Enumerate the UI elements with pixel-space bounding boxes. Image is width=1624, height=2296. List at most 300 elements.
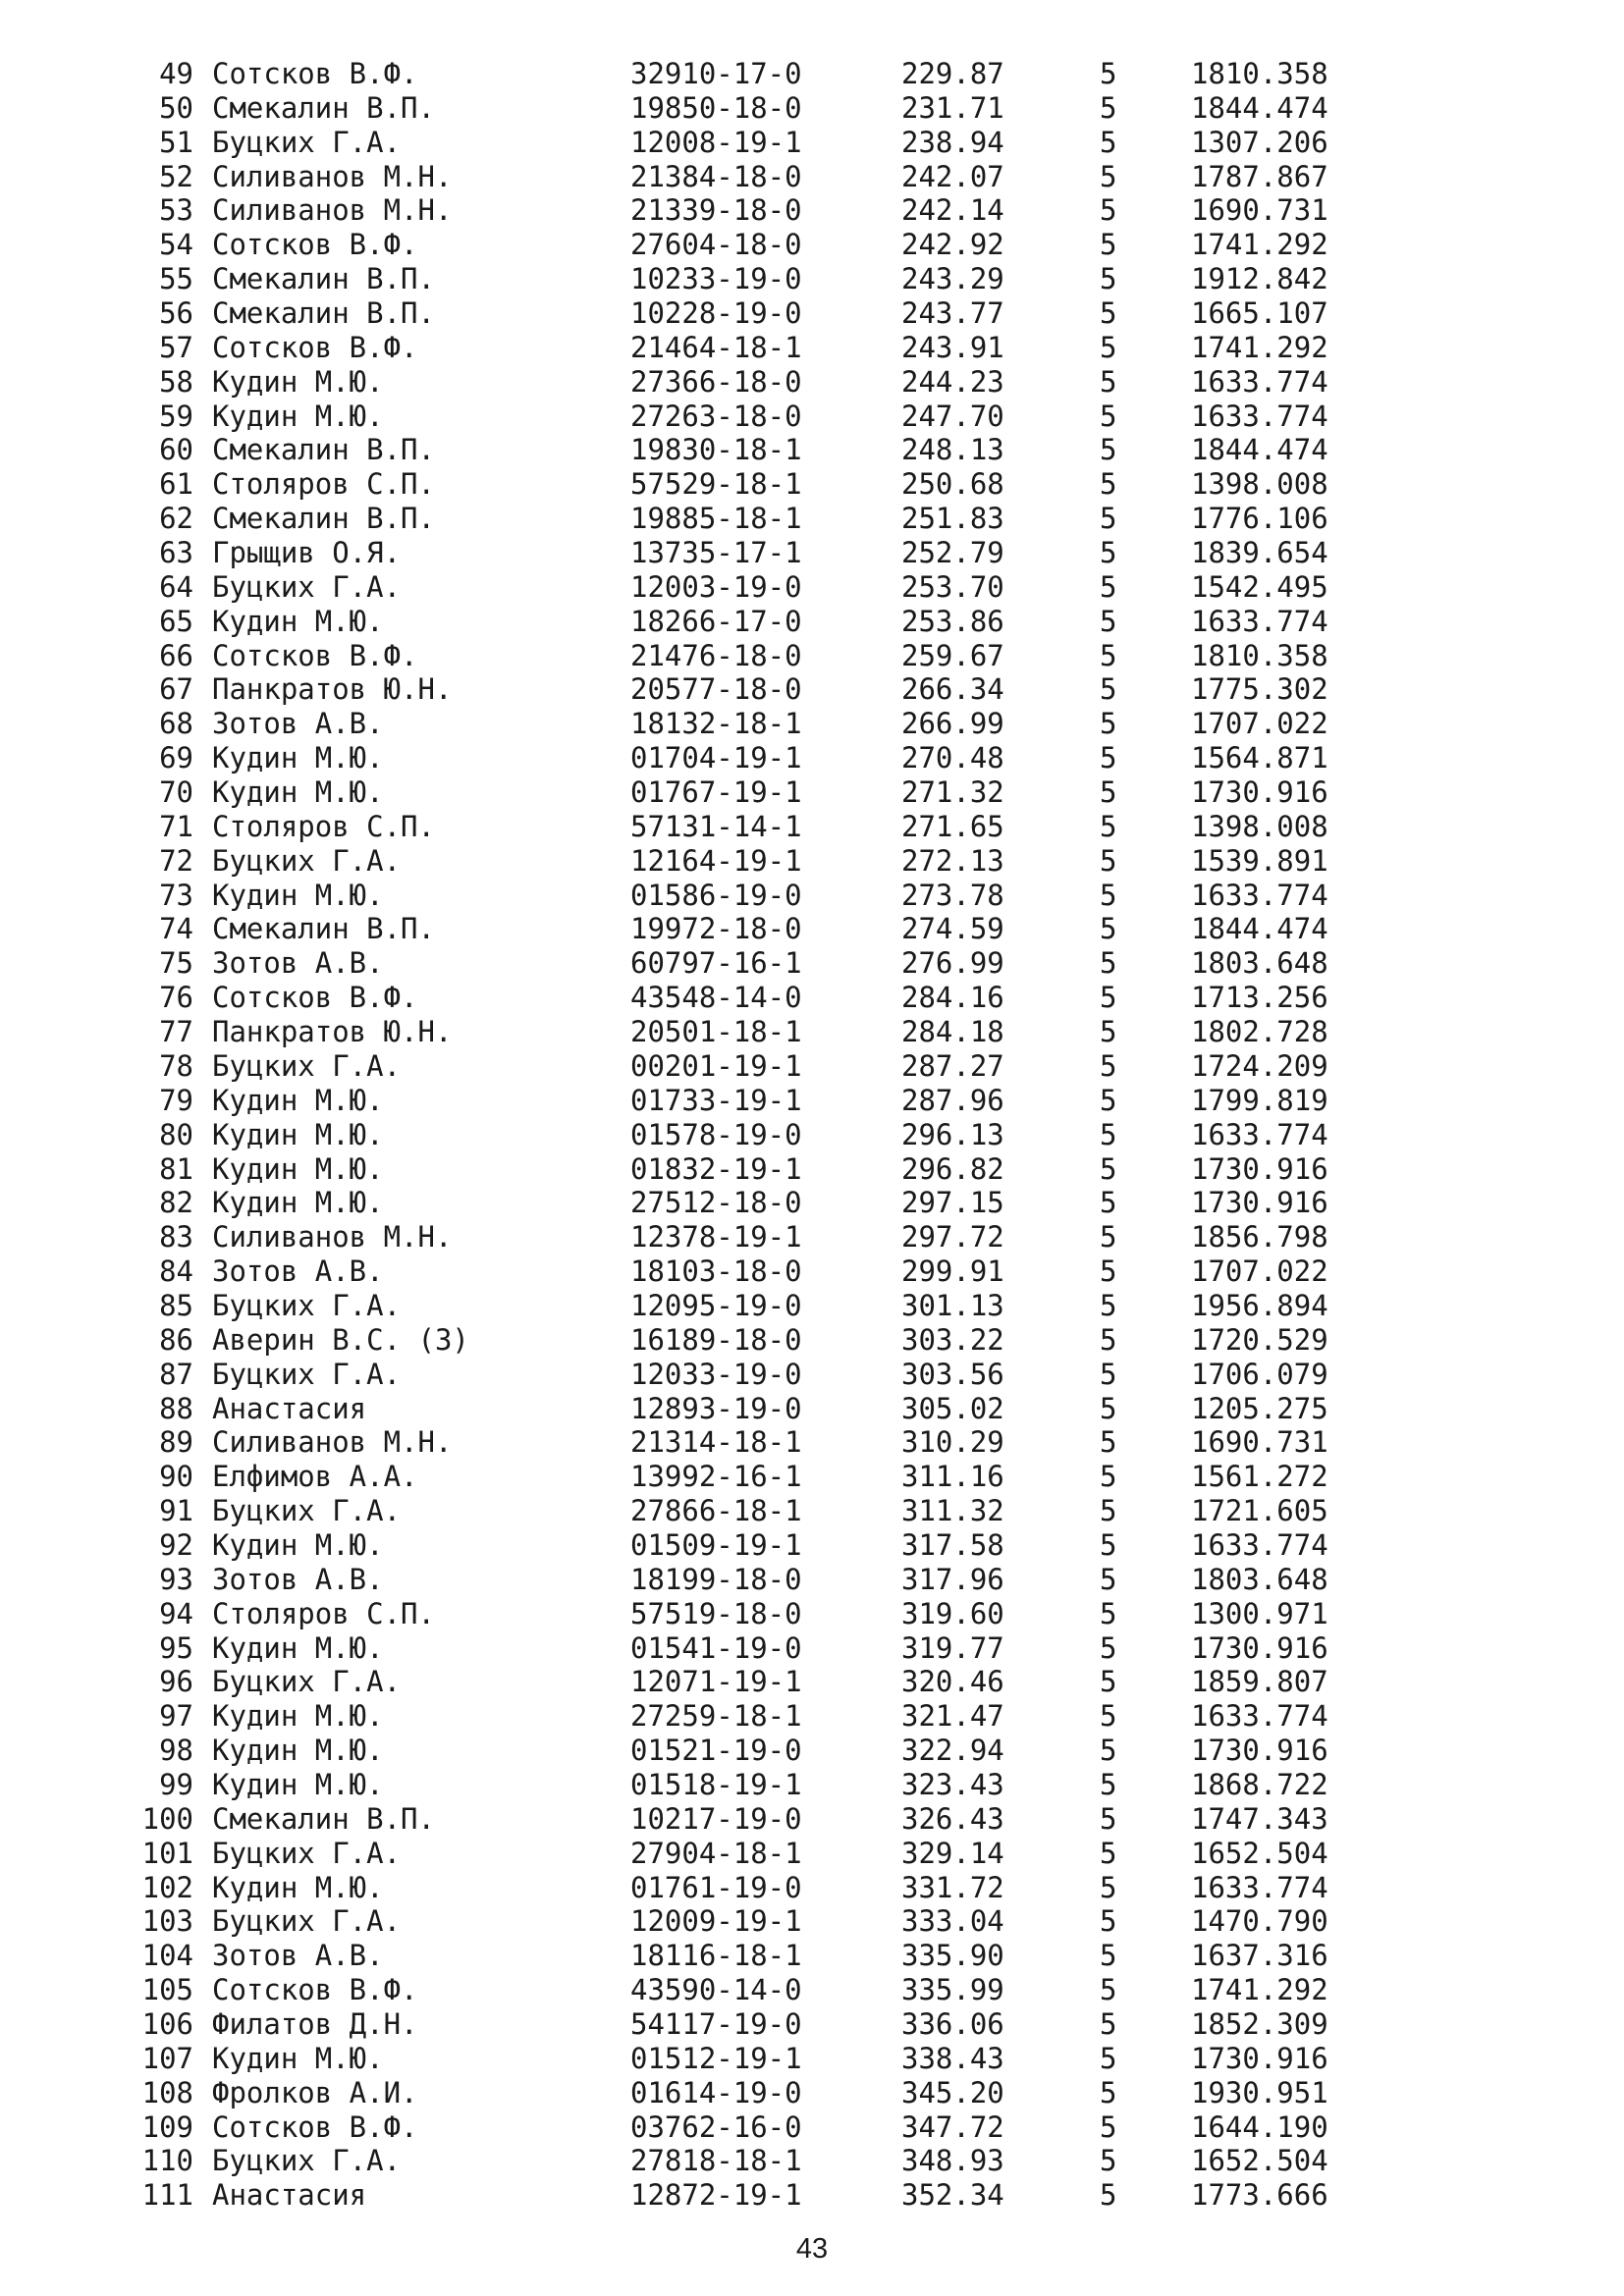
row-number: 76 xyxy=(159,981,193,1015)
row-number: 110 xyxy=(141,2144,193,2178)
row-code: 12003-19-0 xyxy=(630,569,802,604)
row-grade: 5 xyxy=(1100,296,1117,331)
row-code: 21314-18-1 xyxy=(630,1425,802,1460)
row-code: 19830-18-1 xyxy=(630,433,802,467)
row-score: 1690.731 xyxy=(1191,193,1328,228)
row-name: Кудин М.Ю. xyxy=(212,604,384,638)
row-name: Буцких Г.А. xyxy=(212,1494,402,1528)
row-value: 244.23 xyxy=(901,364,1004,399)
row-value: 259.67 xyxy=(901,638,1004,672)
row-grade: 5 xyxy=(1100,1973,1117,2007)
row-grade: 5 xyxy=(1100,2144,1117,2178)
row-score: 1775.302 xyxy=(1191,672,1328,707)
table-row xyxy=(0,946,1624,981)
row-number: 73 xyxy=(159,878,193,912)
row-grade: 5 xyxy=(1100,604,1117,638)
table-row xyxy=(0,810,1624,844)
row-name: Силиванов М.Н. xyxy=(212,159,453,193)
row-name: Кудин М.Ю. xyxy=(212,364,384,399)
row-number: 90 xyxy=(159,1460,193,1494)
row-number: 72 xyxy=(159,843,193,878)
row-score: 1868.722 xyxy=(1191,1767,1328,1801)
row-value: 229.87 xyxy=(901,57,1004,90)
row-value: 326.43 xyxy=(901,1801,1004,1836)
row-number: 82 xyxy=(159,1186,193,1220)
row-score: 1730.916 xyxy=(1191,2041,1328,2075)
table-row xyxy=(0,1699,1624,1734)
row-number: 81 xyxy=(159,1151,193,1186)
row-value: 287.27 xyxy=(901,1048,1004,1083)
row-number: 59 xyxy=(159,399,193,433)
row-value: 347.72 xyxy=(901,2109,1004,2144)
row-name: Сотсков В.Ф. xyxy=(212,638,418,672)
row-number: 69 xyxy=(159,741,193,775)
row-code: 12009-19-1 xyxy=(630,1904,802,1939)
table-row xyxy=(0,981,1624,1015)
row-code: 21464-18-1 xyxy=(630,330,802,364)
row-value: 310.29 xyxy=(901,1425,1004,1460)
table-row xyxy=(0,126,1624,160)
row-grade: 5 xyxy=(1100,1151,1117,1186)
row-value: 320.46 xyxy=(901,1665,1004,1699)
row-name: Филатов Д.Н. xyxy=(212,2006,418,2041)
row-number: 93 xyxy=(159,1562,193,1596)
row-number: 100 xyxy=(141,1801,193,1836)
row-score: 1633.774 xyxy=(1191,1117,1328,1151)
row-code: 21384-18-0 xyxy=(630,159,802,193)
row-score: 1844.474 xyxy=(1191,433,1328,467)
row-grade: 5 xyxy=(1100,364,1117,399)
row-grade: 5 xyxy=(1100,1391,1117,1425)
row-score: 1773.666 xyxy=(1191,2178,1328,2213)
row-grade: 5 xyxy=(1100,741,1117,775)
row-name: Кудин М.Ю. xyxy=(212,878,384,912)
table-row xyxy=(0,1289,1624,1323)
row-number: 78 xyxy=(159,1048,193,1083)
row-grade: 5 xyxy=(1100,1255,1117,1289)
row-value: 270.48 xyxy=(901,741,1004,775)
row-score: 1633.774 xyxy=(1191,1699,1328,1734)
table-row xyxy=(0,672,1624,707)
row-name: Грыщив О.Я. xyxy=(212,536,402,570)
row-name: Кудин М.Ю. xyxy=(212,1630,384,1665)
row-score: 1912.842 xyxy=(1191,262,1328,296)
row-value: 335.99 xyxy=(901,1973,1004,2007)
row-number: 88 xyxy=(159,1391,193,1425)
table-row xyxy=(0,1973,1624,2007)
table-row xyxy=(0,570,1624,605)
table-row xyxy=(0,2110,1624,2145)
row-value: 247.70 xyxy=(901,399,1004,433)
table-row xyxy=(0,2178,1624,2213)
row-number: 50 xyxy=(159,90,193,125)
row-name: Буцких Г.А. xyxy=(212,1665,402,1699)
row-value: 242.14 xyxy=(901,193,1004,228)
row-value: 321.47 xyxy=(901,1699,1004,1734)
table-row xyxy=(0,1871,1624,1905)
row-number: 80 xyxy=(159,1117,193,1151)
row-value: 284.18 xyxy=(901,1015,1004,1049)
row-code: 01578-19-0 xyxy=(630,1117,802,1151)
row-code: 12095-19-0 xyxy=(630,1288,802,1322)
row-value: 317.58 xyxy=(901,1527,1004,1562)
row-value: 266.34 xyxy=(901,672,1004,707)
table-row xyxy=(0,467,1624,502)
row-number: 104 xyxy=(141,1939,193,1973)
row-value: 242.92 xyxy=(901,228,1004,262)
row-name: Анастасия xyxy=(212,2178,367,2213)
row-value: 319.77 xyxy=(901,1630,1004,1665)
row-code: 01586-19-0 xyxy=(630,878,802,912)
row-score: 1799.819 xyxy=(1191,1083,1328,1117)
row-number: 109 xyxy=(141,2109,193,2144)
row-number: 103 xyxy=(141,1904,193,1939)
row-score: 1844.474 xyxy=(1191,912,1328,946)
row-code: 01767-19-1 xyxy=(630,775,802,810)
table-row xyxy=(0,262,1624,296)
table-row xyxy=(0,639,1624,673)
row-number: 85 xyxy=(159,1288,193,1322)
row-grade: 5 xyxy=(1100,399,1117,433)
row-score: 1839.654 xyxy=(1191,536,1328,570)
table-row xyxy=(0,879,1624,913)
row-name: Буцких Г.А. xyxy=(212,1357,402,1391)
row-name: Фролков А.И. xyxy=(212,2075,418,2109)
row-number: 74 xyxy=(159,912,193,946)
row-code: 27263-18-0 xyxy=(630,399,802,433)
row-number: 94 xyxy=(159,1596,193,1630)
row-code: 19885-18-1 xyxy=(630,502,802,536)
row-score: 1542.495 xyxy=(1191,569,1328,604)
row-name: Кудин М.Ю. xyxy=(212,1083,384,1117)
row-grade: 5 xyxy=(1100,90,1117,125)
table-row xyxy=(0,1186,1624,1220)
row-grade: 5 xyxy=(1100,981,1117,1015)
row-name: Буцких Г.А. xyxy=(212,125,402,159)
row-name: Зотов А.В. xyxy=(212,1939,384,1973)
row-value: 336.06 xyxy=(901,2006,1004,2041)
row-grade: 5 xyxy=(1100,1357,1117,1391)
row-name: Елфимов А.А. xyxy=(212,1460,418,1494)
row-code: 18132-18-1 xyxy=(630,707,802,741)
row-code: 00201-19-1 xyxy=(630,1048,802,1083)
row-value: 303.22 xyxy=(901,1322,1004,1357)
row-code: 27366-18-0 xyxy=(630,364,802,399)
row-value: 253.86 xyxy=(901,604,1004,638)
row-number: 57 xyxy=(159,330,193,364)
table-row xyxy=(0,1904,1624,1939)
row-number: 62 xyxy=(159,502,193,536)
table-row xyxy=(0,1939,1624,1973)
row-score: 1713.256 xyxy=(1191,981,1328,1015)
row-name: Силиванов М.Н. xyxy=(212,193,453,228)
row-score: 1690.731 xyxy=(1191,1425,1328,1460)
row-value: 345.20 xyxy=(901,2075,1004,2109)
row-score: 1730.916 xyxy=(1191,1186,1328,1220)
results-table xyxy=(0,57,1624,2213)
row-name: Буцких Г.А. xyxy=(212,1836,402,1870)
row-value: 251.83 xyxy=(901,502,1004,536)
row-number: 77 xyxy=(159,1015,193,1049)
row-score: 1721.605 xyxy=(1191,1494,1328,1528)
table-row xyxy=(0,912,1624,946)
row-value: 305.02 xyxy=(901,1391,1004,1425)
row-score: 1665.107 xyxy=(1191,296,1328,331)
row-number: 91 xyxy=(159,1494,193,1528)
row-name: Кудин М.Ю. xyxy=(212,1151,384,1186)
row-number: 108 xyxy=(141,2075,193,2109)
row-value: 253.70 xyxy=(901,569,1004,604)
row-grade: 5 xyxy=(1100,638,1117,672)
row-value: 348.93 xyxy=(901,2144,1004,2178)
row-number: 79 xyxy=(159,1083,193,1117)
table-row xyxy=(0,1768,1624,1802)
table-row xyxy=(0,1084,1624,1118)
row-code: 01509-19-1 xyxy=(630,1527,802,1562)
row-value: 323.43 xyxy=(901,1767,1004,1801)
row-number: 51 xyxy=(159,125,193,159)
row-value: 335.90 xyxy=(901,1939,1004,1973)
table-row xyxy=(0,1425,1624,1460)
row-code: 01761-19-0 xyxy=(630,1870,802,1904)
row-name: Смекалин В.П. xyxy=(212,912,435,946)
row-number: 84 xyxy=(159,1255,193,1289)
row-grade: 5 xyxy=(1100,536,1117,570)
table-row xyxy=(0,2144,1624,2178)
row-score: 1707.022 xyxy=(1191,1255,1328,1289)
row-score: 1741.292 xyxy=(1191,1973,1328,2007)
row-name: Смекалин В.П. xyxy=(212,90,435,125)
row-score: 1707.022 xyxy=(1191,707,1328,741)
row-value: 250.68 xyxy=(901,467,1004,502)
table-row xyxy=(0,331,1624,365)
table-row xyxy=(0,1358,1624,1392)
row-name: Столяров С.П. xyxy=(212,467,435,502)
row-number: 67 xyxy=(159,672,193,707)
row-score: 1300.971 xyxy=(1191,1596,1328,1630)
table-row xyxy=(0,1049,1624,1084)
row-name: Аверин В.С. (З) xyxy=(212,1322,469,1357)
row-value: 296.82 xyxy=(901,1151,1004,1186)
table-row xyxy=(0,1118,1624,1152)
row-grade: 5 xyxy=(1100,1015,1117,1049)
row-value: 272.13 xyxy=(901,843,1004,878)
row-name: Смекалин В.П. xyxy=(212,262,435,296)
row-value: 299.91 xyxy=(901,1255,1004,1289)
row-grade: 5 xyxy=(1100,1117,1117,1151)
row-number: 107 xyxy=(141,2041,193,2075)
row-name: Панкратов Ю.Н. xyxy=(212,1015,453,1049)
row-grade: 5 xyxy=(1100,878,1117,912)
row-grade: 5 xyxy=(1100,1494,1117,1528)
table-row xyxy=(0,160,1624,194)
row-grade: 5 xyxy=(1100,1904,1117,1939)
row-name: Зотов А.В. xyxy=(212,1562,384,1596)
row-grade: 5 xyxy=(1100,125,1117,159)
row-score: 1470.790 xyxy=(1191,1904,1328,1939)
row-code: 19850-18-0 xyxy=(630,90,802,125)
row-name: Смекалин В.П. xyxy=(212,1801,435,1836)
table-row xyxy=(0,193,1624,228)
row-grade: 5 xyxy=(1100,2041,1117,2075)
row-grade: 5 xyxy=(1100,1322,1117,1357)
row-name: Кудин М.Ю. xyxy=(212,1870,384,1904)
row-name: Зотов А.В. xyxy=(212,707,384,741)
row-grade: 5 xyxy=(1100,707,1117,741)
row-code: 01518-19-1 xyxy=(630,1767,802,1801)
row-score: 1730.916 xyxy=(1191,775,1328,810)
table-row xyxy=(0,400,1624,434)
row-code: 01541-19-0 xyxy=(630,1630,802,1665)
table-row xyxy=(0,1837,1624,1871)
row-score: 1741.292 xyxy=(1191,330,1328,364)
table-row xyxy=(0,1528,1624,1563)
row-code: 12378-19-1 xyxy=(630,1220,802,1255)
row-name: Сотсков В.Ф. xyxy=(212,57,418,90)
row-grade: 5 xyxy=(1100,1699,1117,1734)
row-score: 1803.648 xyxy=(1191,946,1328,981)
row-code: 57519-18-0 xyxy=(630,1596,802,1630)
row-code: 12893-19-0 xyxy=(630,1391,802,1425)
row-score: 1730.916 xyxy=(1191,1734,1328,1768)
row-number: 97 xyxy=(159,1699,193,1734)
row-number: 95 xyxy=(159,1630,193,1665)
row-grade: 5 xyxy=(1100,1836,1117,1870)
row-score: 1802.728 xyxy=(1191,1015,1328,1049)
row-value: 296.13 xyxy=(901,1117,1004,1151)
row-score: 1859.807 xyxy=(1191,1665,1328,1699)
row-name: Сотсков В.Ф. xyxy=(212,2109,418,2144)
table-row xyxy=(0,1665,1624,1699)
row-score: 1810.358 xyxy=(1191,638,1328,672)
row-name: Кудин М.Ю. xyxy=(212,1117,384,1151)
row-number: 52 xyxy=(159,159,193,193)
row-grade: 5 xyxy=(1100,1083,1117,1117)
row-name: Кудин М.Ю. xyxy=(212,399,384,433)
table-row xyxy=(0,741,1624,775)
row-name: Анастасия xyxy=(212,1391,367,1425)
row-name: Смекалин В.П. xyxy=(212,433,435,467)
row-grade: 5 xyxy=(1100,569,1117,604)
row-name: Кудин М.Ю. xyxy=(212,1699,384,1734)
row-code: 27604-18-0 xyxy=(630,228,802,262)
row-number: 101 xyxy=(141,1836,193,1870)
row-number: 61 xyxy=(159,467,193,502)
row-code: 27866-18-1 xyxy=(630,1494,802,1528)
row-score: 1398.008 xyxy=(1191,809,1328,843)
row-grade: 5 xyxy=(1100,843,1117,878)
row-grade: 5 xyxy=(1100,2006,1117,2041)
row-value: 311.16 xyxy=(901,1460,1004,1494)
row-code: 27818-18-1 xyxy=(630,2144,802,2178)
row-number: 92 xyxy=(159,1527,193,1562)
row-number: 70 xyxy=(159,775,193,810)
row-number: 63 xyxy=(159,536,193,570)
row-code: 01832-19-1 xyxy=(630,1151,802,1186)
row-code: 54117-19-0 xyxy=(630,2006,802,2041)
row-number: 56 xyxy=(159,296,193,331)
table-row xyxy=(0,2007,1624,2042)
row-number: 87 xyxy=(159,1357,193,1391)
row-name: Столяров С.П. xyxy=(212,1596,435,1630)
row-code: 01614-19-0 xyxy=(630,2075,802,2109)
row-number: 89 xyxy=(159,1425,193,1460)
row-value: 322.94 xyxy=(901,1734,1004,1768)
row-grade: 5 xyxy=(1100,1596,1117,1630)
table-row xyxy=(0,1220,1624,1255)
row-name: Кудин М.Ю. xyxy=(212,1186,384,1220)
row-score: 1930.951 xyxy=(1191,2075,1328,2109)
row-grade: 5 xyxy=(1100,502,1117,536)
row-score: 1637.316 xyxy=(1191,1939,1328,1973)
row-name: Смекалин В.П. xyxy=(212,296,435,331)
row-score: 1776.106 xyxy=(1191,502,1328,536)
row-score: 1564.871 xyxy=(1191,741,1328,775)
row-score: 1539.891 xyxy=(1191,843,1328,878)
row-number: 102 xyxy=(141,1870,193,1904)
row-name: Кудин М.Ю. xyxy=(212,1734,384,1768)
row-value: 243.91 xyxy=(901,330,1004,364)
table-row xyxy=(0,775,1624,810)
row-value: 297.15 xyxy=(901,1186,1004,1220)
row-grade: 5 xyxy=(1100,1048,1117,1083)
row-score: 1852.309 xyxy=(1191,2006,1328,2041)
table-row xyxy=(0,502,1624,536)
row-code: 27259-18-1 xyxy=(630,1699,802,1734)
row-grade: 5 xyxy=(1100,2109,1117,2144)
row-code: 13992-16-1 xyxy=(630,1460,802,1494)
table-row xyxy=(0,91,1624,126)
row-score: 1205.275 xyxy=(1191,1391,1328,1425)
row-score: 1810.358 xyxy=(1191,57,1328,90)
row-value: 319.60 xyxy=(901,1596,1004,1630)
row-score: 1741.292 xyxy=(1191,228,1328,262)
row-value: 352.34 xyxy=(901,2178,1004,2213)
row-score: 1720.529 xyxy=(1191,1322,1328,1357)
row-value: 271.32 xyxy=(901,775,1004,810)
table-row xyxy=(0,1323,1624,1358)
row-number: 96 xyxy=(159,1665,193,1699)
row-code: 01704-19-1 xyxy=(630,741,802,775)
row-code: 19972-18-0 xyxy=(630,912,802,946)
row-grade: 5 xyxy=(1100,262,1117,296)
row-score: 1724.209 xyxy=(1191,1048,1328,1083)
row-grade: 5 xyxy=(1100,1767,1117,1801)
row-code: 57131-14-1 xyxy=(630,809,802,843)
row-score: 1633.774 xyxy=(1191,364,1328,399)
row-name: Буцких Г.А. xyxy=(212,1288,402,1322)
table-row xyxy=(0,228,1624,262)
row-grade: 5 xyxy=(1100,1562,1117,1596)
row-grade: 5 xyxy=(1100,57,1117,90)
row-grade: 5 xyxy=(1100,193,1117,228)
row-grade: 5 xyxy=(1100,467,1117,502)
row-grade: 5 xyxy=(1100,1734,1117,1768)
row-grade: 5 xyxy=(1100,1630,1117,1665)
row-number: 58 xyxy=(159,364,193,399)
table-row xyxy=(0,1563,1624,1597)
row-value: 231.71 xyxy=(901,90,1004,125)
row-code: 16189-18-0 xyxy=(630,1322,802,1357)
table-row xyxy=(0,1015,1624,1049)
row-number: 105 xyxy=(141,1973,193,2007)
table-row xyxy=(0,707,1624,741)
table-row xyxy=(0,1597,1624,1631)
row-score: 1856.798 xyxy=(1191,1220,1328,1255)
row-number: 68 xyxy=(159,707,193,741)
row-score: 1633.774 xyxy=(1191,1870,1328,1904)
table-row xyxy=(0,536,1624,570)
